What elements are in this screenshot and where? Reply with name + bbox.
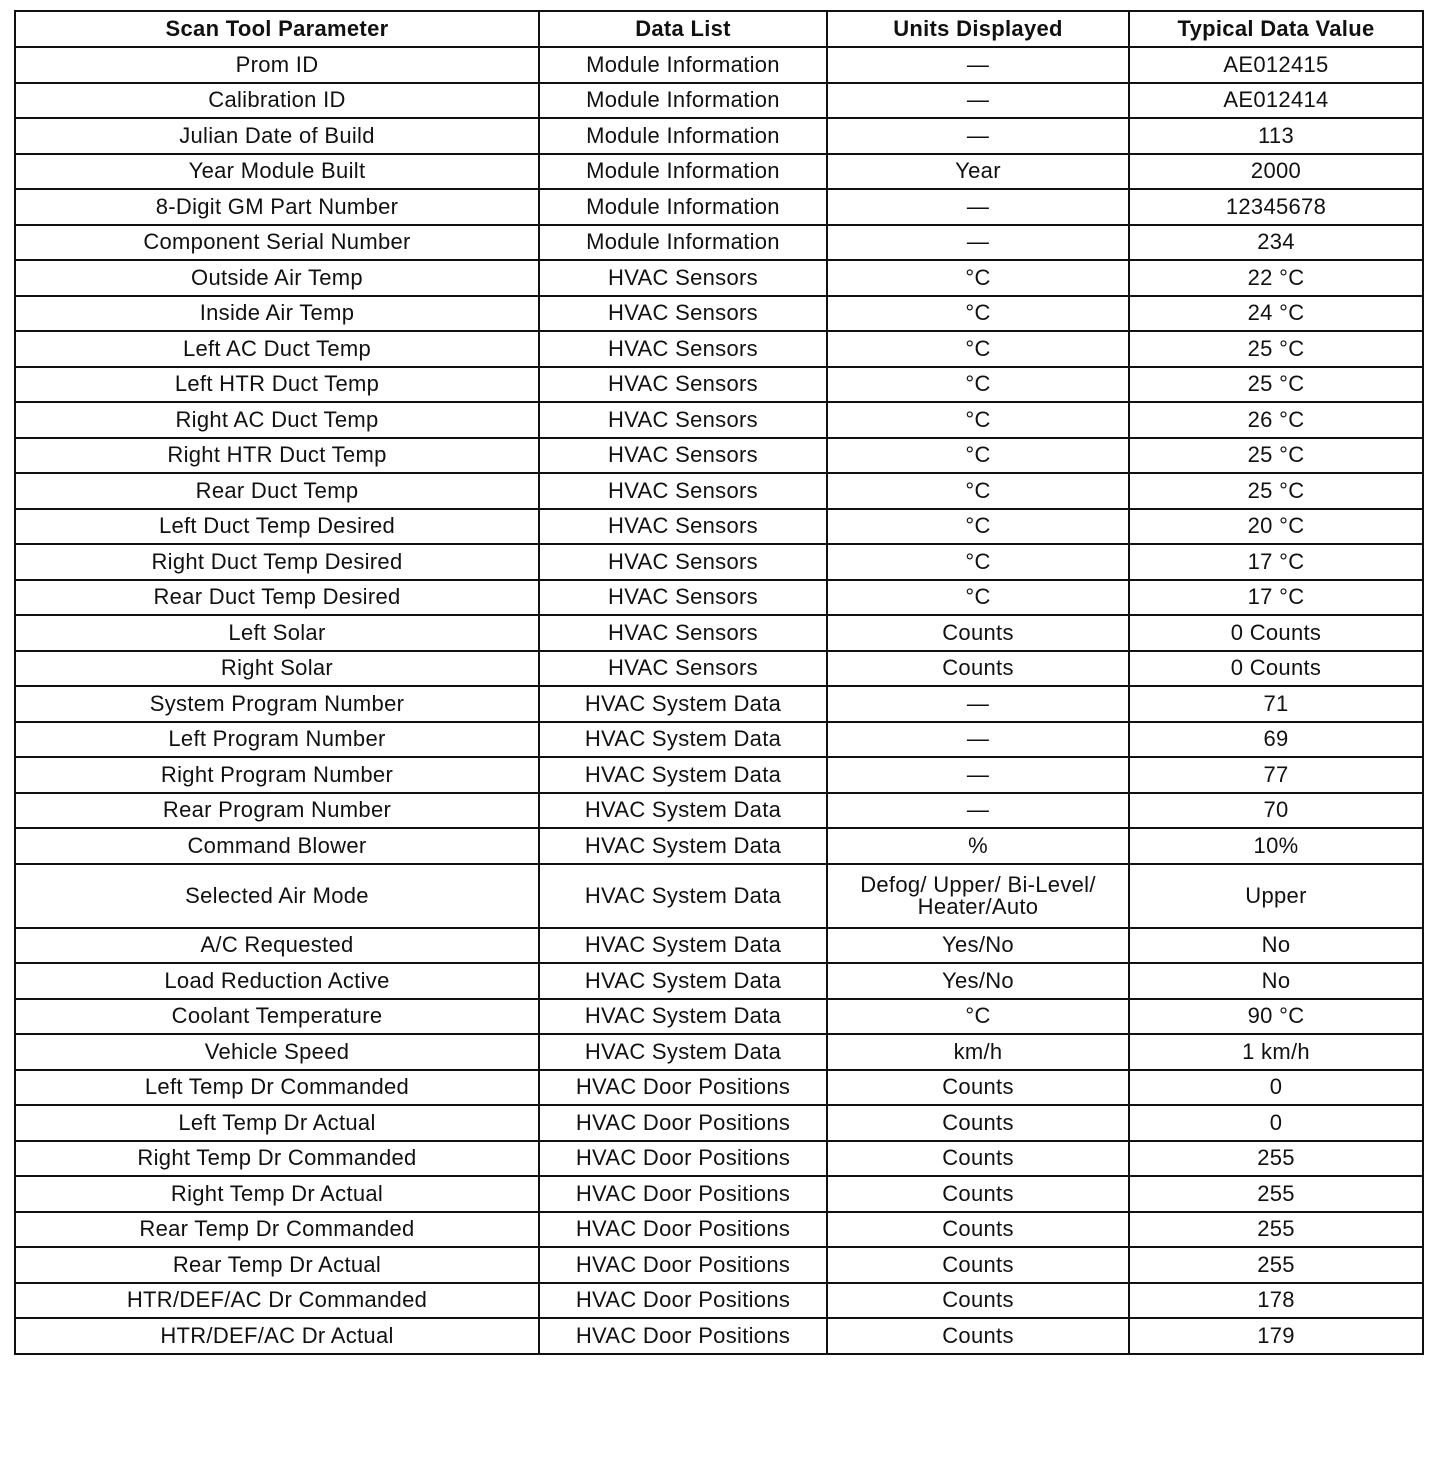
data-list-cell: HVAC Door Positions — [539, 1105, 827, 1141]
data-list-cell: HVAC System Data — [539, 828, 827, 864]
typical-value-cell: 25 °C — [1129, 367, 1423, 403]
table-row — [15, 828, 1423, 864]
data-list-cell: HVAC System Data — [539, 722, 827, 758]
units-cell: Year — [827, 154, 1129, 190]
table-row — [15, 963, 1423, 999]
data-list-cell: HVAC System Data — [539, 864, 827, 928]
typical-value-cell: 71 — [1129, 686, 1423, 722]
units-cell: km/h — [827, 1034, 1129, 1070]
table-row — [15, 225, 1423, 261]
typical-value-cell: 255 — [1129, 1212, 1423, 1248]
typical-value-cell: 70 — [1129, 793, 1423, 829]
units-cell: Defog/ Upper/ Bi-Level/ Heater/Auto — [827, 864, 1129, 928]
units-cell: Yes/No — [827, 928, 1129, 964]
units-cell: °C — [827, 438, 1129, 474]
header-scan-tool-parameter: Scan Tool Parameter — [15, 11, 539, 47]
table-row — [15, 793, 1423, 829]
scan-tool-data-table — [14, 10, 1424, 1355]
data-list-cell: HVAC Sensors — [539, 402, 827, 438]
table-row — [15, 1247, 1423, 1283]
parameter-cell: Rear Duct Temp — [15, 473, 539, 509]
units-cell: Counts — [827, 651, 1129, 687]
typical-value-cell: 0 Counts — [1129, 651, 1423, 687]
data-list-cell: HVAC Door Positions — [539, 1318, 827, 1354]
typical-value-cell: 255 — [1129, 1247, 1423, 1283]
parameter-cell: Left Program Number — [15, 722, 539, 758]
parameter-cell: System Program Number — [15, 686, 539, 722]
table-row — [15, 1212, 1423, 1248]
parameter-cell: Right Program Number — [15, 757, 539, 793]
typical-value-cell: AE012415 — [1129, 47, 1423, 83]
typical-value-cell: 90 °C — [1129, 999, 1423, 1035]
typical-value-cell: 255 — [1129, 1141, 1423, 1177]
parameter-cell: Right Temp Dr Commanded — [15, 1141, 539, 1177]
table-body — [15, 47, 1423, 1354]
table-header — [15, 11, 1423, 47]
data-list-cell: HVAC Sensors — [539, 367, 827, 403]
parameter-cell: Command Blower — [15, 828, 539, 864]
parameter-cell: Right AC Duct Temp — [15, 402, 539, 438]
table-row — [15, 757, 1423, 793]
units-cell: — — [827, 793, 1129, 829]
table-row — [15, 260, 1423, 296]
header-data-list: Data List — [539, 11, 827, 47]
typical-value-cell: 179 — [1129, 1318, 1423, 1354]
units-cell: °C — [827, 580, 1129, 616]
units-cell: °C — [827, 509, 1129, 545]
header-units-displayed: Units Displayed — [827, 11, 1129, 47]
table-row — [15, 509, 1423, 545]
units-cell: — — [827, 47, 1129, 83]
header-typical-data-value: Typical Data Value — [1129, 11, 1423, 47]
parameter-cell: Year Module Built — [15, 154, 539, 190]
parameter-cell: Right Duct Temp Desired — [15, 544, 539, 580]
units-cell: % — [827, 828, 1129, 864]
data-list-cell: HVAC Door Positions — [539, 1212, 827, 1248]
units-cell: °C — [827, 367, 1129, 403]
data-list-cell: HVAC Sensors — [539, 260, 827, 296]
units-cell: °C — [827, 331, 1129, 367]
units-cell: Counts — [827, 1105, 1129, 1141]
units-cell: Yes/No — [827, 963, 1129, 999]
units-cell: — — [827, 757, 1129, 793]
table-row — [15, 999, 1423, 1035]
typical-value-cell: 22 °C — [1129, 260, 1423, 296]
data-list-cell: Module Information — [539, 47, 827, 83]
parameter-cell: Coolant Temperature — [15, 999, 539, 1035]
parameter-cell: Julian Date of Build — [15, 118, 539, 154]
typical-value-cell: 17 °C — [1129, 544, 1423, 580]
data-list-cell: HVAC Door Positions — [539, 1141, 827, 1177]
table-row — [15, 1283, 1423, 1319]
typical-value-cell: 12345678 — [1129, 189, 1423, 225]
units-cell: Counts — [827, 1070, 1129, 1106]
parameter-cell: Right HTR Duct Temp — [15, 438, 539, 474]
parameter-cell: Right Solar — [15, 651, 539, 687]
data-list-cell: HVAC Door Positions — [539, 1283, 827, 1319]
table-row — [15, 864, 1423, 928]
table-row — [15, 1141, 1423, 1177]
parameter-cell: Left Temp Dr Commanded — [15, 1070, 539, 1106]
typical-value-cell: 77 — [1129, 757, 1423, 793]
typical-value-cell: Upper — [1129, 864, 1423, 928]
units-cell: Counts — [827, 1141, 1129, 1177]
table-row — [15, 47, 1423, 83]
parameter-cell: Rear Duct Temp Desired — [15, 580, 539, 616]
parameter-cell: Left AC Duct Temp — [15, 331, 539, 367]
data-list-cell: Module Information — [539, 225, 827, 261]
units-cell: °C — [827, 544, 1129, 580]
units-cell: — — [827, 118, 1129, 154]
units-cell: Counts — [827, 1212, 1129, 1248]
data-list-cell: HVAC Sensors — [539, 544, 827, 580]
typical-value-cell: 20 °C — [1129, 509, 1423, 545]
typical-value-cell: 255 — [1129, 1176, 1423, 1212]
data-list-cell: HVAC System Data — [539, 999, 827, 1035]
table-row — [15, 83, 1423, 119]
parameter-cell: Vehicle Speed — [15, 1034, 539, 1070]
parameter-cell: 8-Digit GM Part Number — [15, 189, 539, 225]
data-list-cell: HVAC Door Positions — [539, 1247, 827, 1283]
typical-value-cell: AE012414 — [1129, 83, 1423, 119]
parameter-cell: Rear Temp Dr Commanded — [15, 1212, 539, 1248]
parameter-cell: Prom ID — [15, 47, 539, 83]
typical-value-cell: 10% — [1129, 828, 1423, 864]
data-list-cell: HVAC Sensors — [539, 473, 827, 509]
table-row — [15, 651, 1423, 687]
data-list-cell: HVAC System Data — [539, 793, 827, 829]
units-cell: — — [827, 83, 1129, 119]
table-row — [15, 331, 1423, 367]
data-list-cell: Module Information — [539, 154, 827, 190]
table-row — [15, 1318, 1423, 1354]
typical-value-cell: 25 °C — [1129, 473, 1423, 509]
data-list-cell: HVAC System Data — [539, 686, 827, 722]
table-row — [15, 1070, 1423, 1106]
table-row — [15, 367, 1423, 403]
units-cell: Counts — [827, 1318, 1129, 1354]
data-list-cell: HVAC Door Positions — [539, 1070, 827, 1106]
typical-value-cell: 234 — [1129, 225, 1423, 261]
data-list-cell: HVAC Sensors — [539, 651, 827, 687]
parameter-cell: Calibration ID — [15, 83, 539, 119]
table-row — [15, 722, 1423, 758]
units-cell: — — [827, 722, 1129, 758]
units-cell: Counts — [827, 615, 1129, 651]
typical-value-cell: 178 — [1129, 1283, 1423, 1319]
data-list-cell: HVAC Sensors — [539, 331, 827, 367]
parameter-cell: Left Solar — [15, 615, 539, 651]
table-row — [15, 580, 1423, 616]
parameter-cell: Outside Air Temp — [15, 260, 539, 296]
typical-value-cell: 17 °C — [1129, 580, 1423, 616]
data-list-cell: HVAC Sensors — [539, 296, 827, 332]
parameter-cell: Load Reduction Active — [15, 963, 539, 999]
table-row — [15, 402, 1423, 438]
data-list-cell: HVAC Sensors — [539, 580, 827, 616]
typical-value-cell: 25 °C — [1129, 438, 1423, 474]
units-cell: — — [827, 189, 1129, 225]
typical-value-cell: 0 — [1129, 1070, 1423, 1106]
units-cell: °C — [827, 999, 1129, 1035]
units-cell: °C — [827, 473, 1129, 509]
parameter-cell: Right Temp Dr Actual — [15, 1176, 539, 1212]
units-cell: °C — [827, 296, 1129, 332]
typical-value-cell: 2000 — [1129, 154, 1423, 190]
table-row — [15, 1034, 1423, 1070]
parameter-cell: Selected Air Mode — [15, 864, 539, 928]
typical-value-cell: 113 — [1129, 118, 1423, 154]
table-row — [15, 544, 1423, 580]
table-row — [15, 189, 1423, 225]
parameter-cell: A/C Requested — [15, 928, 539, 964]
table-row — [15, 473, 1423, 509]
units-cell: Counts — [827, 1283, 1129, 1319]
data-list-cell: Module Information — [539, 118, 827, 154]
units-cell: — — [827, 225, 1129, 261]
typical-value-cell: 1 km/h — [1129, 1034, 1423, 1070]
data-list-cell: Module Information — [539, 189, 827, 225]
parameter-cell: Component Serial Number — [15, 225, 539, 261]
data-list-cell: HVAC System Data — [539, 757, 827, 793]
table-row — [15, 118, 1423, 154]
typical-value-cell: No — [1129, 963, 1423, 999]
table-row — [15, 1105, 1423, 1141]
parameter-cell: Rear Temp Dr Actual — [15, 1247, 539, 1283]
parameter-cell: Left Duct Temp Desired — [15, 509, 539, 545]
parameter-cell: Inside Air Temp — [15, 296, 539, 332]
data-list-cell: HVAC Sensors — [539, 438, 827, 474]
typical-value-cell: 25 °C — [1129, 331, 1423, 367]
units-cell: — — [827, 686, 1129, 722]
typical-value-cell: No — [1129, 928, 1423, 964]
data-list-cell: HVAC Sensors — [539, 509, 827, 545]
header-row — [15, 11, 1423, 47]
parameter-cell: Rear Program Number — [15, 793, 539, 829]
table-row — [15, 1176, 1423, 1212]
table-row — [15, 154, 1423, 190]
typical-value-cell: 24 °C — [1129, 296, 1423, 332]
typical-value-cell: 0 — [1129, 1105, 1423, 1141]
parameter-cell: HTR/DEF/AC Dr Actual — [15, 1318, 539, 1354]
units-cell: °C — [827, 260, 1129, 296]
units-cell: Counts — [827, 1176, 1129, 1212]
table-row — [15, 615, 1423, 651]
table-row — [15, 686, 1423, 722]
table-row — [15, 928, 1423, 964]
typical-value-cell: 0 Counts — [1129, 615, 1423, 651]
parameter-cell: Left Temp Dr Actual — [15, 1105, 539, 1141]
data-list-cell: HVAC Sensors — [539, 615, 827, 651]
data-list-cell: HVAC Door Positions — [539, 1176, 827, 1212]
typical-value-cell: 26 °C — [1129, 402, 1423, 438]
units-cell: °C — [827, 402, 1129, 438]
table-row — [15, 296, 1423, 332]
data-list-cell: HVAC System Data — [539, 928, 827, 964]
data-list-cell: HVAC System Data — [539, 1034, 827, 1070]
units-cell: Counts — [827, 1247, 1129, 1283]
data-list-cell: Module Information — [539, 83, 827, 119]
typical-value-cell: 69 — [1129, 722, 1423, 758]
data-list-cell: HVAC System Data — [539, 963, 827, 999]
parameter-cell: Left HTR Duct Temp — [15, 367, 539, 403]
table-row — [15, 438, 1423, 474]
parameter-cell: HTR/DEF/AC Dr Commanded — [15, 1283, 539, 1319]
